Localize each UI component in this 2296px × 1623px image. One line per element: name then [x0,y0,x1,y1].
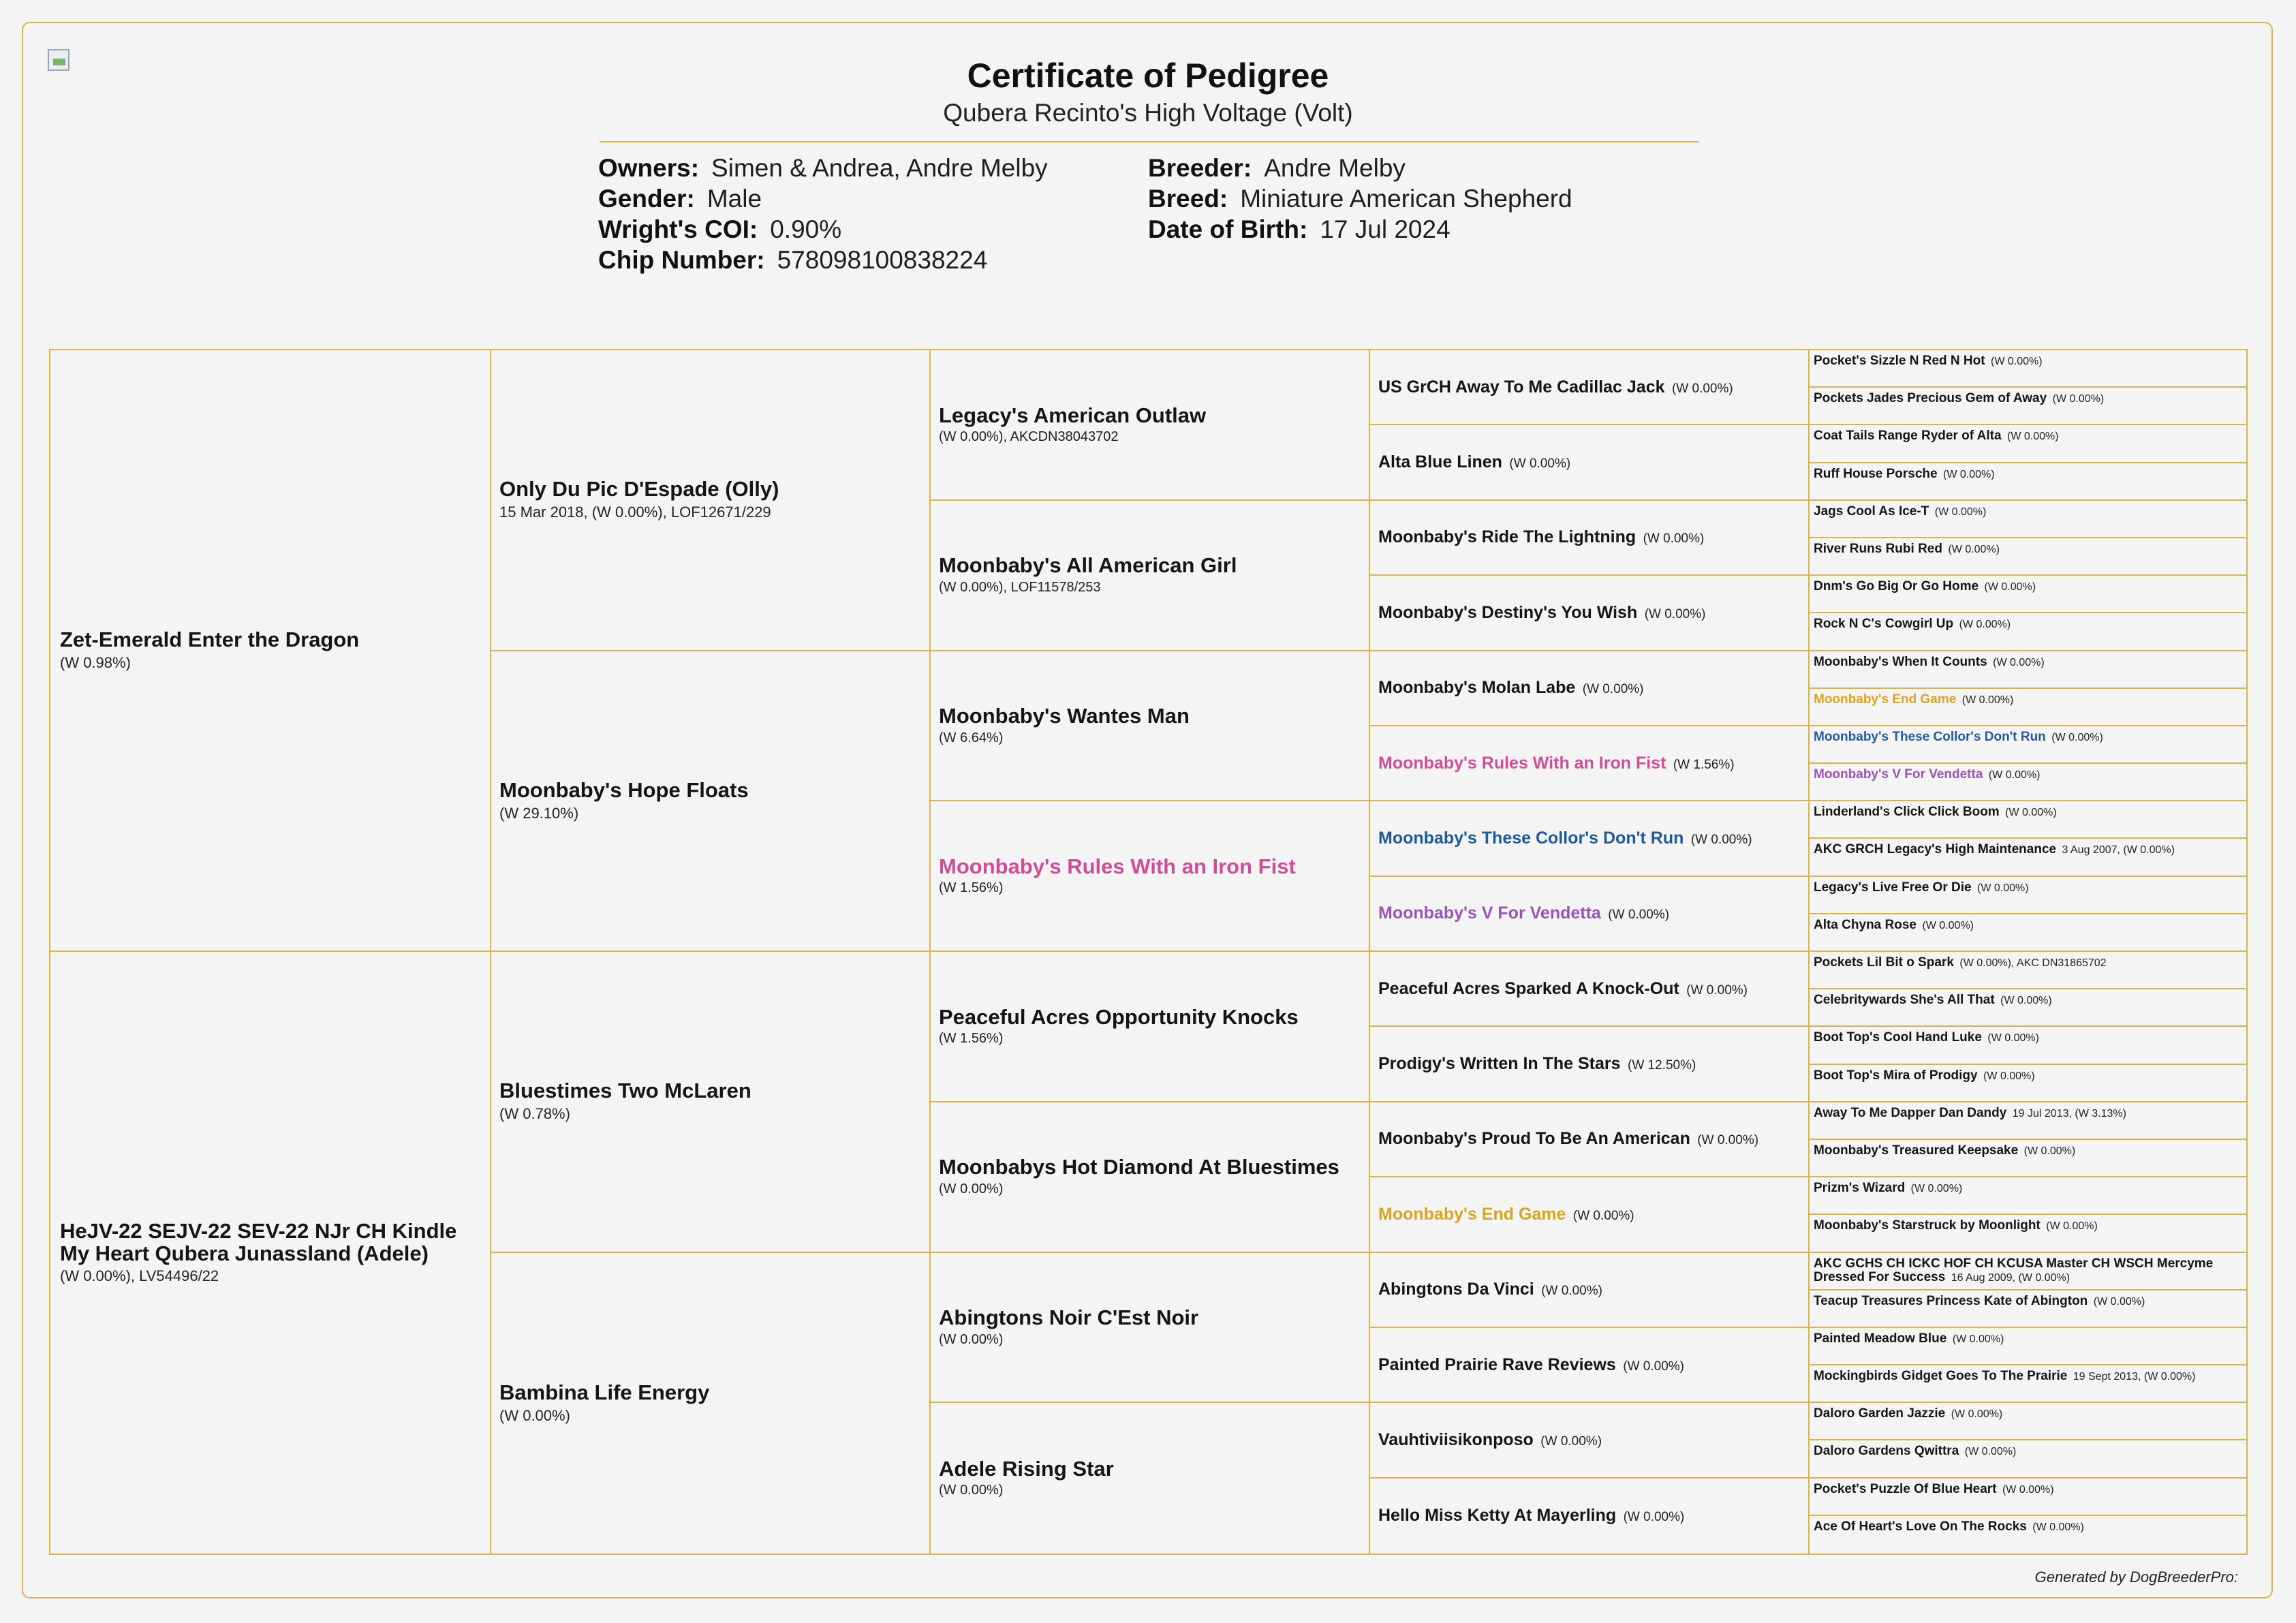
ancestor-cell [1808,1290,2246,1328]
ancestor-name: Peaceful Acres Sparked A Knock-Out [1378,978,1679,998]
ancestor-name: Legacy's American Outlaw [939,403,1207,427]
ancestor-cell [1808,1027,2246,1064]
ancestor-cell [1808,1177,2246,1215]
ancestor-cell [1808,952,2246,989]
breed-row [1148,183,1572,214]
ancestor-entry [1814,881,2237,895]
ancestor-detail: (W 0.00%) [1983,1070,2035,1082]
ancestor-entry [1814,805,2237,819]
ancestor-entry [1814,1483,2237,1496]
ancestor-entry [1814,354,2237,368]
ancestor-entry [1378,904,1799,923]
ancestor-detail: (W 0.00%) [1910,1183,1963,1195]
gender-label: Gender: [598,185,695,213]
ancestor-detail: (W 0.00%), LV54496/22 [60,1267,219,1285]
ancestor-cell [1808,613,2246,651]
ancestor-cell [929,350,1369,501]
ancestor-name: Moonbaby's V For Vendetta [1814,767,1983,782]
ancestor-cell [1808,1440,2246,1478]
ancestor-cell [1808,651,2246,689]
ancestor-entry [499,478,920,521]
ancestor-detail: (W 0.00%) [1686,983,1748,998]
ancestor-entry [1814,693,2237,707]
footer-generated-by: Generated by DogBreederPro: [2034,1568,2238,1586]
ancestor-name: Away To Me Dapper Dan Dandy [1814,1105,2007,1120]
ancestor-cell [1808,501,2246,538]
ancestor-entry [1814,1332,2237,1346]
ancestor-detail: (W 0.00%), AKC DN31865702 [1959,957,2107,969]
ancestor-detail: (W 0.00%) [939,1181,1004,1196]
ancestor-name: Painted Meadow Blue [1814,1331,1947,1346]
ancestor-detail: (W 0.00%) [1697,1133,1759,1148]
ancestor-detail: 19 Sept 2013, (W 0.00%) [2073,1371,2196,1383]
gender-row [598,183,762,214]
ancestor-cell [1808,1065,2246,1102]
ancestor-entry [939,1006,1359,1047]
ancestor-name: Rock N C's Cowgirl Up [1814,617,1954,632]
ancestor-cell [1369,1403,1808,1478]
ancestor-entry [1814,1107,2237,1120]
ancestor-entry [1378,1280,1799,1299]
ancestor-entry [1814,392,2237,405]
ancestor-entry [1378,754,1799,773]
ancestor-name: Moonbabys Hot Diamond At Bluestimes [939,1155,1339,1179]
ancestor-detail: (W 0.00%) [2051,731,2103,743]
ancestor-name: Boot Top's Mira of Prodigy [1814,1068,1978,1083]
ancestor-cell [1808,914,2246,952]
ancestor-name: Painted Prairie Rave Reviews [1378,1355,1616,1374]
ancestor-cell [1808,388,2246,425]
ancestor-name: Linderland's Click Click Boom [1814,805,2000,820]
ancestor-name: Moonbaby's These Collor's Don't Run [1814,729,2046,744]
ancestor-name: Moonbaby's End Game [1814,692,1957,707]
ancestor-detail: (W 0.00%) [1643,531,1705,546]
ancestor-name: Hello Miss Ketty At Mayerling [1378,1506,1617,1526]
ancestor-name: Pockets Jades Precious Gem of Away [1814,391,2047,406]
ancestor-name: Moonbaby's Wantes Man [939,704,1190,728]
ancestor-name: Pockets Lil Bit o Spark [1814,955,1954,970]
ancestor-cell [1369,1479,1808,1554]
ancestor-detail: (W 0.00%) [2052,393,2105,405]
ancestor-name: Bluestimes Two McLaren [499,1079,751,1103]
breeder-row [1148,153,1406,183]
ancestor-cell [1369,1177,1808,1252]
ancestor-name: Prizm's Wizard [1814,1181,1906,1196]
ancestor-entry [60,629,480,672]
ancestor-cell [1808,989,2246,1027]
ancestor-entry [1814,1444,2237,1458]
ancestor-entry [1814,542,2237,556]
ancestor-cell [1369,1102,1808,1177]
ancestor-cell [1808,1403,2246,1440]
ancestor-name: Daloro Garden Jazzie [1814,1406,1946,1421]
ancestor-cell [1808,1140,2246,1177]
ancestor-cell [929,952,1369,1102]
ancestor-detail: (W 0.00%) [939,1483,1004,1498]
ancestor-detail: (W 0.00%) [1608,908,1670,923]
ancestor-detail: (W 0.00%) [2023,1145,2076,1157]
ancestor-cell [1808,463,2246,501]
ancestor-name: Peaceful Acres Opportunity Knocks [939,1004,1299,1029]
ancestor-cell [1808,801,2246,839]
ancestor-cell [1808,726,2246,764]
ancestor-cell [1369,726,1808,801]
ancestor-name: Pocket's Puzzle Of Blue Heart [1814,1481,1997,1496]
ancestor-detail: (W 0.00%) [499,1406,570,1424]
ancestor-entry [1814,429,2237,443]
ancestor-cell [1369,1027,1808,1102]
ancestor-cell [929,651,1369,802]
ancestor-detail: (W 0.00%) [1951,1408,2003,1421]
ancestor-name: Moonbaby's Rules With an Iron Fist [939,854,1296,878]
ancestor-detail: (W 0.00%) [2005,807,2057,819]
breeder-value: Andre Melby [1264,154,1406,182]
ancestor-detail: (W 1.56%) [1673,757,1735,772]
ancestor-detail: (W 0.78%) [499,1105,570,1123]
ancestor-name: Jags Cool As Ice-T [1814,504,1929,519]
dob-value: 17 Jul 2024 [1320,215,1450,243]
ancestor-cell [1369,877,1808,952]
ancestor-entry [499,1080,920,1123]
ancestor-cell [1808,1479,2246,1516]
dob-row [1148,214,1450,245]
ancestor-cell [1369,651,1808,726]
header-divider [600,141,1699,142]
ancestor-detail: (W 0.00%) [1572,1208,1634,1223]
ancestor-detail: (W 6.64%) [939,730,1004,745]
ancestor-cell [490,350,929,651]
ancestor-entry [1814,505,2237,519]
ancestor-detail: 16 Aug 2009, (W 0.00%) [1951,1271,2070,1284]
ancestor-entry [1814,1219,2237,1233]
ancestor-entry [1378,604,1799,622]
ancestor-detail: (W 0.00%) [1948,543,2000,555]
ancestor-entry [1814,580,2237,593]
ancestor-entry [60,1220,480,1285]
ancestor-detail: (W 0.00%) [1541,1284,1602,1299]
ancestor-name: Moonbaby's Hope Floats [499,777,749,802]
ancestor-entry [1814,1520,2237,1534]
ancestor-detail: 19 Jul 2013, (W 3.13%) [2012,1107,2126,1119]
ancestor-name: Abingtons Da Vinci [1378,1280,1534,1299]
ancestor-entry [1378,1205,1799,1224]
ancestor-entry [1378,528,1799,546]
ancestor-name: Bambina Life Energy [499,1380,710,1404]
coi-label: Wright's COI: [598,215,758,243]
ancestor-detail: (W 0.00%) [1623,1510,1685,1525]
ancestor-detail: (W 0.00%) [1943,468,1995,480]
ancestor-detail: (W 0.00%) [1540,1434,1602,1449]
ancestor-name: AKC GCHS CH ICKC HOF CH KCUSA Master CH WSCH Mercyme Dressed For Success [1814,1256,2214,1284]
ancestor-cell [1369,501,1808,576]
ancestor-name: Ruff House Porsche [1814,466,1938,481]
ancestor-cell [1808,839,2246,876]
ancestor-cell [1808,877,2246,914]
ancestor-detail: (W 0.00%) [1922,919,1974,931]
ancestor-name: Moonbaby's Treasured Keepsake [1814,1143,2019,1158]
ancestor-name: US GrCH Away To Me Cadillac Jack [1378,377,1665,397]
ancestor-cell [1369,801,1808,876]
ancestor-entry [1814,655,2237,669]
ancestor-detail: (W 29.10%) [499,804,579,822]
generation-1-column [50,350,491,1554]
ancestor-name: Daloro Gardens Qwittra [1814,1444,1959,1459]
ancestor-name: AKC GRCH Legacy's High Maintenance [1814,842,2057,857]
ancestor-entry [939,1458,1359,1499]
ancestor-name: HeJV-22 SEJV-22 SEV-22 NJr CH Kindle My Heart Qubera Junassland (Adele) [60,1218,457,1265]
ancestor-cell [929,1253,1369,1404]
ancestor-cell [1808,425,2246,463]
ancestor-name: Only Du Pic D'Espade (Olly) [499,477,779,501]
ancestor-entry [1378,1356,1799,1374]
ancestor-name: Legacy's Live Free Or Die [1814,880,1972,895]
ancestor-entry [1814,1257,2237,1284]
ancestor-name: Alta Blue Linen [1378,452,1502,472]
ancestor-cell [1369,425,1808,500]
ancestor-detail: 15 Mar 2018, (W 0.00%), LOF12671/229 [499,504,771,521]
ancestor-name: Moonbaby's Molan Labe [1378,678,1576,698]
ancestor-entry [1814,1181,2237,1195]
ancestor-cell [1369,576,1808,651]
ancestor-detail: (W 0.00%) [2000,995,2052,1007]
ancestor-entry [1814,467,2237,481]
ancestor-name: Celebritywards She's All That [1814,993,1995,1008]
ancestor-cell [929,501,1369,651]
ancestor-cell [490,651,929,953]
ancestor-entry [1814,768,2237,782]
ancestor-detail: (W 0.00%) [2032,1521,2084,1533]
ancestor-entry [1814,993,2237,1007]
ancestor-entry [1378,1506,1799,1525]
ancestor-entry [1814,1031,2237,1045]
ancestor-detail: (W 0.00%) [939,1331,1004,1347]
breed-value: Miniature American Shepherd [1240,185,1572,213]
ancestor-cell [1808,350,2246,388]
ancestor-name: Zet-Emerald Enter the Dragon [60,628,360,652]
ancestor-entry [1814,1370,2237,1383]
ancestor-name: Pocket's Sizzle N Red N Hot [1814,354,1985,368]
ancestor-detail: (W 0.00%) [1964,1446,2017,1458]
ancestor-detail: (W 0.00%) [1987,1032,2039,1045]
ancestor-cell [929,1102,1369,1253]
ancestor-entry [939,856,1359,897]
ancestor-detail: (W 0.00%) [1984,581,2036,593]
ancestor-name: Moonbaby's Rules With an Iron Fist [1378,753,1666,773]
ancestor-name: Moonbaby's Ride The Lightning [1378,527,1636,547]
ancestor-entry [939,405,1359,446]
generation-5-column [1808,350,2246,1554]
ancestor-detail: (W 0.00%) [1644,606,1706,621]
ancestor-name: Mockingbirds Gidget Goes To The Prairie [1814,1369,2068,1384]
ancestor-detail: 3 Aug 2007, (W 0.00%) [2062,844,2175,856]
ancestor-cell [1369,350,1808,425]
ancestor-detail: (W 1.56%) [939,880,1004,896]
ancestor-cell [1808,1328,2246,1365]
chip-row [598,245,987,275]
ancestor-cell [1808,1365,2246,1403]
ancestor-cell [1808,1102,2246,1140]
ancestor-detail: (W 0.00%) [2007,431,2059,443]
ancestor-entry [1814,843,2237,856]
ancestor-name: Alta Chyna Rose [1814,917,1917,932]
ancestor-name: Ace Of Heart's Love On The Rocks [1814,1519,2027,1534]
ancestor-detail: (W 0.00%) [1988,769,2041,782]
ancestor-entry [1378,378,1799,397]
ancestor-cell [1808,764,2246,801]
ancestor-name: Moonbaby's Proud To Be An American [1378,1129,1690,1149]
ancestor-cell [929,1403,1369,1554]
dog-name: Qubera Recinto's High Voltage (Volt) [943,99,1353,127]
ancestor-entry [1814,617,2237,631]
gender-value: Male [707,185,762,213]
ancestor-name: Moonbaby's Destiny's You Wish [1378,602,1638,622]
ancestor-name: Moonbaby's End Game [1378,1204,1566,1224]
ancestor-name: Boot Top's Cool Hand Luke [1814,1030,1982,1045]
generation-4-column [1369,350,1810,1554]
ancestor-entry [499,1382,920,1425]
ancestor-name: Coat Tails Range Ryder of Alta [1814,429,2002,444]
ancestor-entry [1378,679,1799,697]
ancestor-entry [1378,980,1799,998]
ancestor-cell [1808,1253,2246,1290]
ancestor-detail: (W 0.00%) [1977,882,2029,894]
breeder-label: Breeder: [1148,154,1252,182]
dob-label: Date of Birth: [1148,215,1308,243]
ancestor-detail: (W 0.00%) [2002,1483,2054,1496]
ancestor-name: Teacup Treasures Princess Kate of Abington [1814,1293,2088,1308]
ancestor-cell [1808,538,2246,576]
ancestor-name: Moonbaby's Starstruck by Moonlight [1814,1218,2041,1233]
ancestor-name: River Runs Rubi Red [1814,541,1942,556]
owners-value: Simen & Andrea, Andre Melby [711,154,1048,182]
ancestor-entry [1814,1144,2237,1158]
ancestor-detail: (W 12.50%) [1628,1058,1696,1073]
ancestor-entry [939,1307,1359,1348]
ancestor-cell [50,350,490,952]
ancestor-name: Moonbaby's All American Girl [939,553,1237,578]
ancestor-cell [1808,576,2246,613]
ancestor-entry [1814,1069,2237,1083]
ancestor-cell [1808,1215,2246,1252]
ancestor-name: Moonbaby's When It Counts [1814,654,1987,669]
ancestor-detail: (W 0.00%) [1993,656,2045,668]
ancestor-detail: (W 0.00%), LOF11578/253 [939,579,1101,595]
ancestor-cell [1369,1253,1808,1328]
chip-label: Chip Number: [598,246,765,274]
ancestor-name: Vauhtiviisikonposo [1378,1429,1534,1449]
ancestor-entry [1378,1055,1799,1073]
ancestor-name: Moonbaby's V For Vendetta [1378,903,1601,923]
ancestor-name: Abingtons Noir C'Est Noir [939,1305,1199,1330]
ancestor-detail: (W 0.00%) [1934,506,1987,518]
ancestor-name: Prodigy's Written In The Stars [1378,1054,1621,1074]
pedigree-table [49,349,2248,1555]
ancestor-detail: (W 0.00%) [2046,1220,2098,1233]
ancestor-entry [939,1156,1359,1197]
ancestor-cell [50,952,490,1554]
ancestor-detail: (W 0.00%) [1582,682,1644,697]
coi-value: 0.90% [770,215,842,243]
ancestor-cell [490,1253,929,1554]
ancestor-detail: (W 0.98%) [60,653,131,671]
ancestor-cell [490,952,929,1253]
ancestor-cell [1808,1516,2246,1554]
ancestor-entry [1814,1295,2237,1308]
ancestor-entry [939,555,1359,596]
ancestor-entry [1814,730,2237,744]
ancestor-detail: (W 1.56%) [939,1031,1004,1047]
ancestor-detail: (W 0.00%) [1623,1359,1684,1374]
generation-2-column [490,350,931,1554]
coi-row [598,214,841,245]
ancestor-entry [1378,1431,1799,1449]
chip-value: 578098100838224 [777,246,988,274]
ancestor-entry [499,779,920,822]
ancestor-detail: (W 0.00%) [1991,356,2043,367]
ancestor-cell [1808,689,2246,726]
ancestor-cell [1369,952,1808,1027]
ancestor-detail: (W 0.00%) [1959,619,2011,631]
ancestor-entry [1814,956,2237,970]
ancestor-detail: (W 0.00%) [1961,694,2014,706]
ancestor-name: Dnm's Go Big Or Go Home [1814,579,1979,594]
ancestor-name: Adele Rising Star [939,1456,1114,1481]
owners-row [598,153,1048,183]
certificate-title: Certificate of Pedigree [967,57,1329,95]
ancestor-detail: (W 0.00%) [1509,457,1571,472]
ancestor-entry [1378,1130,1799,1148]
ancestor-detail: (W 0.00%) [1690,832,1752,847]
ancestor-entry [1378,453,1799,472]
ancestor-entry [1814,1407,2237,1421]
ancestor-entry [1814,918,2237,932]
ancestor-name: Moonbaby's These Collor's Don't Run [1378,828,1684,848]
ancestor-detail: (W 0.00%) [2093,1295,2145,1308]
ancestor-entry [1378,829,1799,848]
generation-3-column [929,350,1370,1554]
ancestor-cell [1369,1328,1808,1403]
owners-label: Owners: [598,154,700,182]
ancestor-detail: (W 0.00%) [1952,1333,2004,1345]
breed-label: Breed: [1148,185,1228,213]
ancestor-cell [929,801,1369,952]
ancestor-detail: (W 0.00%) [1671,381,1733,396]
ancestor-detail: (W 0.00%), AKCDN38043702 [939,429,1119,445]
ancestor-entry [939,705,1359,746]
